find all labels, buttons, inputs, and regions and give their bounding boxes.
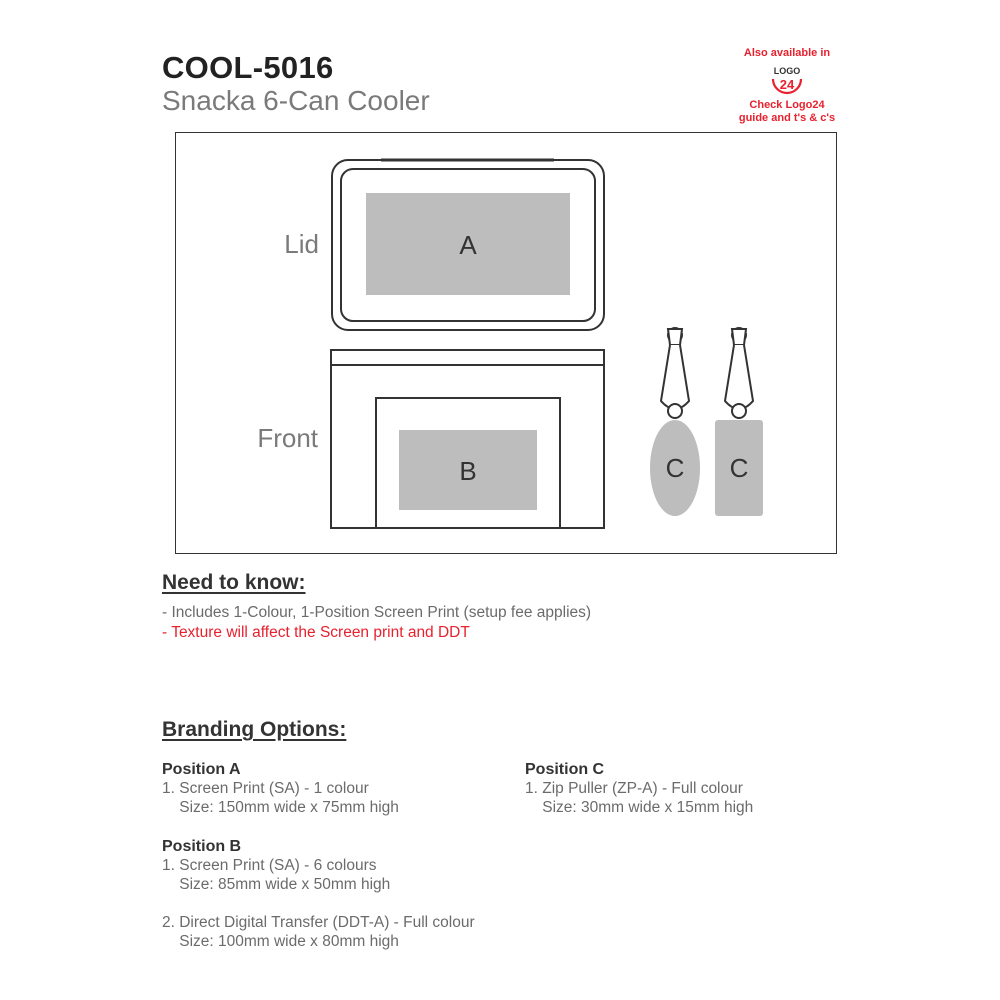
- need-to-know-texture-warning: - Texture will affect the Screen print and DDT: [162, 624, 470, 641]
- logo24-badge-number: 24: [779, 77, 795, 92]
- branding-diagram: [175, 132, 837, 554]
- zip-puller-oval: [650, 328, 700, 516]
- position-b-size-1: Size: 85mm wide x 50mm high: [162, 876, 391, 893]
- lid-label: Lid: [284, 229, 319, 259]
- position-b-method-2: 2. Direct Digital Transfer (DDT-A) - Full colour: [162, 914, 475, 931]
- logo24-terms-text: guide and t's & c's: [738, 112, 836, 124]
- position-c-method: 1. Zip Puller (ZP-A) - Full colour: [525, 780, 743, 797]
- print-area-c-oval-label: C: [665, 453, 685, 483]
- zip-puller-rect: [715, 328, 763, 516]
- position-c-size: Size: 30mm wide x 15mm high: [525, 799, 754, 816]
- print-area-c-rect-label: C: [729, 453, 749, 483]
- product-code: COOL-5016: [162, 50, 334, 85]
- need-to-know-heading: Need to know:: [162, 571, 306, 594]
- position-a-size: Size: 150mm wide x 75mm high: [162, 799, 399, 816]
- position-b-size-2: Size: 100mm wide x 80mm high: [162, 933, 399, 950]
- position-c-title: Position C: [525, 761, 605, 778]
- position-a-title: Position A: [162, 761, 241, 778]
- cooler-illustration: [176, 133, 838, 555]
- position-b-title: Position B: [162, 838, 242, 855]
- logo24-badge-icon: [767, 63, 807, 97]
- position-b-method-1: 1. Screen Print (SA) - 6 colours: [162, 857, 377, 874]
- branding-options-heading: Branding Options:: [162, 718, 347, 741]
- logo24-available-text: Also available in: [743, 47, 831, 59]
- logo24-notice: [722, 47, 852, 125]
- logo24-badge-word: LOGO: [773, 66, 801, 76]
- position-a-method: 1. Screen Print (SA) - 1 colour: [162, 780, 369, 797]
- need-to-know-includes: - Includes 1-Colour, 1-Position Screen Print (setup fee applies): [162, 604, 592, 621]
- print-area-b-label: B: [459, 456, 477, 486]
- front-label: Front: [257, 423, 318, 453]
- product-name: Snacka 6-Can Cooler: [162, 85, 430, 116]
- logo24-check-text: Check Logo24: [749, 99, 825, 111]
- print-area-a-label: A: [459, 230, 477, 260]
